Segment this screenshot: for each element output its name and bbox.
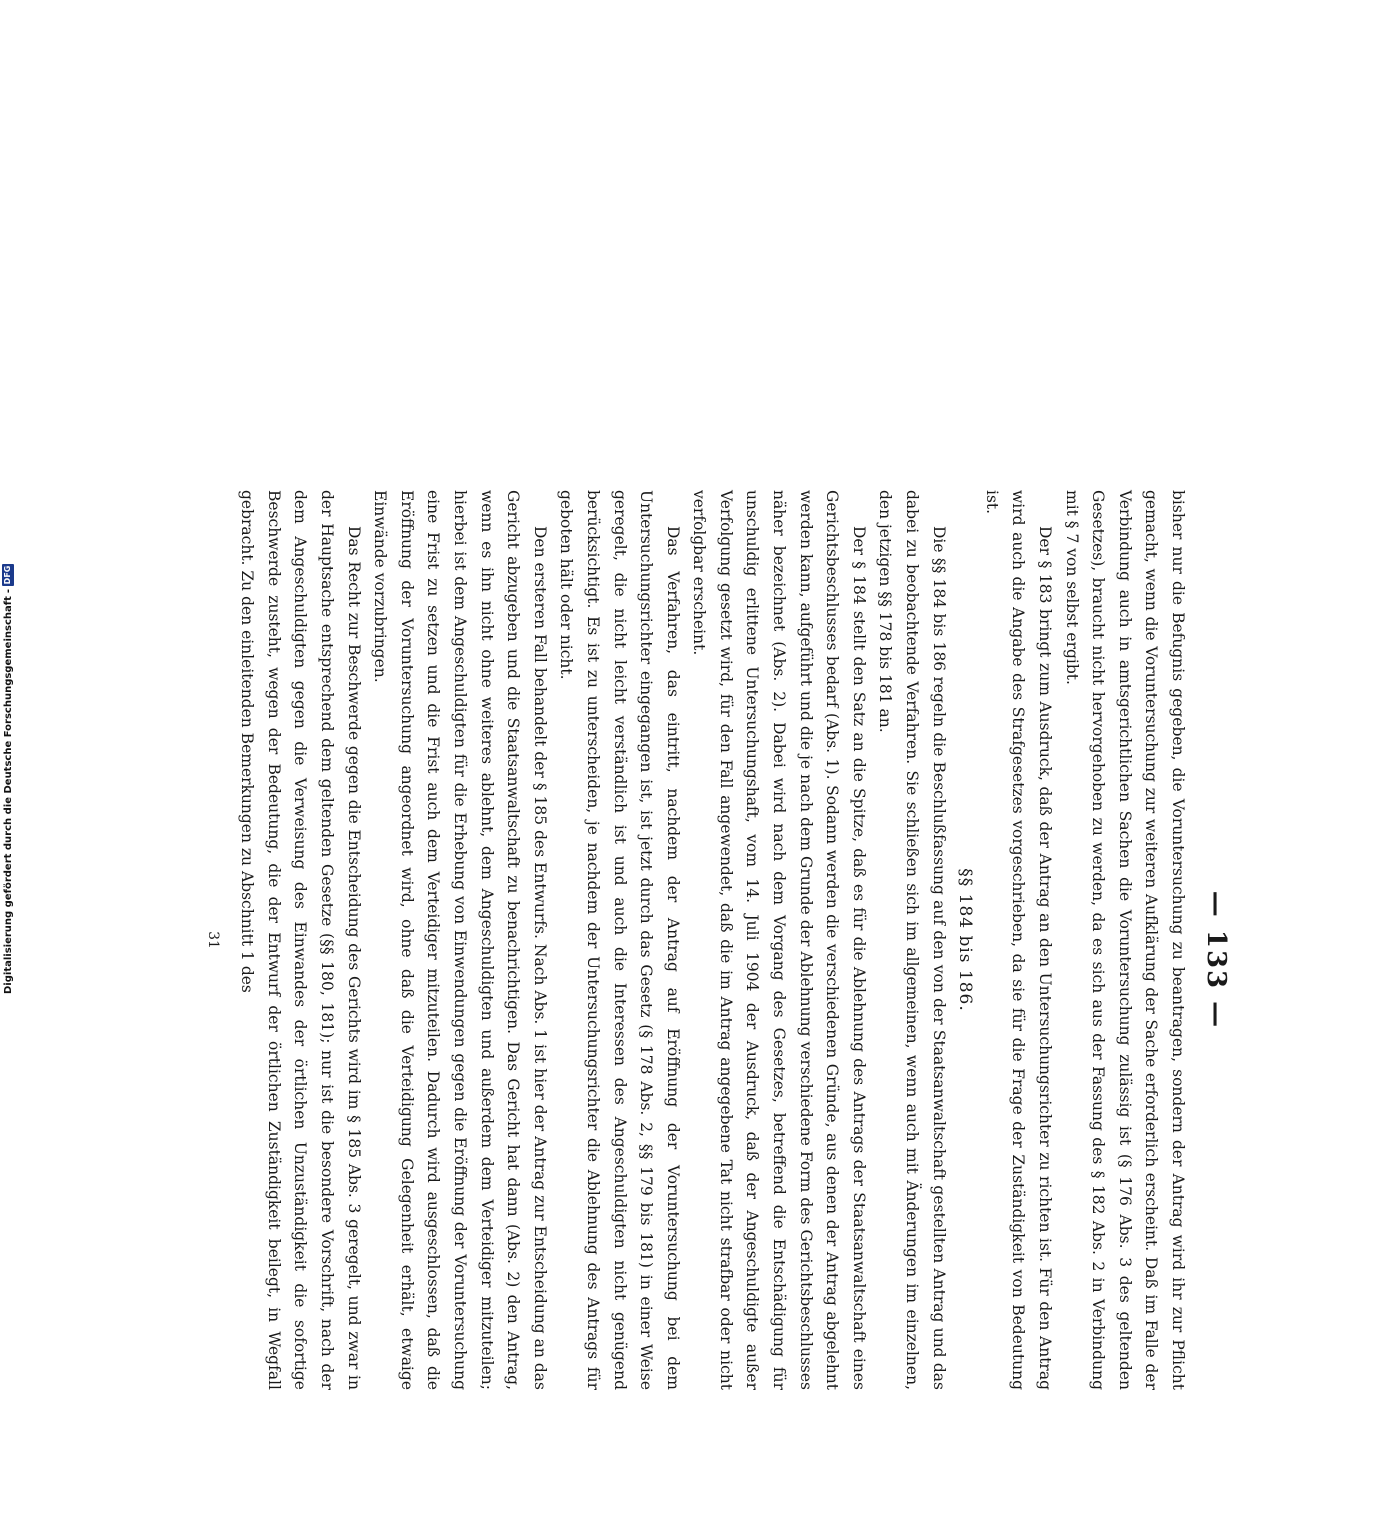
paragraph: Das Verfahren, das eintritt, nachdem der Antrag auf Eröffnung der Voruntersuchung bei dem Untersuchungsrichter eingegangen ist, ist jetzt durch das Gesetz (§ 178 Abs. 2, §§ 179 bis 181) in einer Weise geregelt, die nicht leicht verständlich ist und auch die Interessen des Angeschuldigten nicht genügend berücksichtigt. Es ist zu unterscheiden, je nachdem der Untersuchungsrichter die Ablehnung des Antrags für geboten hält oder nicht. <box>557 490 682 1390</box>
page-body <box>234 490 1191 1390</box>
paragraph: Den ersteren Fall behandelt der § 185 des Entwurfs. Nach Abs. 1 ist hier der Antrag zur Entscheidung an das Gericht abzugeben und die Staatsanwaltschaft zu benachrichtigen. Das Gericht hat dann (Abs. 2) den Antrag, wenn es ihn nicht ohne weiteres ablehnt, dem Angeschuldigten und außerdem dem Verteidiger mitzuteilen; hierbei ist dem Angeschuldigten für die Erhebung von Einwendungen gegen die Eröffnung der Voruntersuchung eine Frist zu setzen und die Frist auch dem Verteidiger mitzuteilen. Dadurch wird ausgeschlossen, daß die Eröffnung der Voruntersuchung angeordnet wird, ohne daß die Verteidigung Gelegenheit erhält, etwaige Einwände vorzubringen. <box>371 490 549 1390</box>
paragraph: Das Recht zur Beschwerde gegen die Entscheidung des Gerichts wird im § 185 Abs. 3 geregelt, und zwar in der Hauptsache entsprechend dem geltenden Gesetze (§§ 180, 181); nur ist die besondere Vorschrift, nach der dem Angeschuldigten gegen die Verweisung des Einwandes der örtlichen Unzuständigkeit die sofortige Beschwerde zusteht, wegen der Bedeutung, die der Entwurf der örtlichen Zuständigkeit beilegt, in Wegfall gebracht. Zu den einleitenden Bemerkungen zu Abschnitt 1 des <box>238 490 363 1390</box>
page-sheet <box>151 460 1231 1420</box>
funding-caption: Digitalisierung gefördert durch die Deutsche Forschungsgemeinschaft - DFG <box>2 565 14 994</box>
paragraph: Der § 183 bringt zum Ausdruck, daß der Antrag an den Untersuchungsrichter zu richten ist. Für den Antrag wird auch die Angabe des Strafgesetzes vorgeschrieben, da sie für die Frage der Zuständigkeit von Bedeutung ist. <box>982 490 1055 1390</box>
page-number: — 133 — <box>1201 890 1231 1030</box>
funding-caption-text: Digitalisierung gefördert durch die Deutsche Forschungsgemeinschaft <box>2 596 14 994</box>
paragraph: Die §§ 184 bis 186 regeln die Beschlußfassung auf den von der Staatsanwaltschaft gestellten Antrag und das dabei zu beobachtende Verfahren. Sie schließen sich im allgemeinen, wenn auch mit Änderungen im einzelnen, den jetzigen §§ 178 bis 181 an. <box>876 490 948 1390</box>
paragraph: bisher nur die Befugnis gegeben, die Voruntersuchung zu beantragen, sondern der Antrag wird ihr zur Pflicht gemacht, wenn die Voruntersuchung zur weiteren Aufklärung der Sache erforderlich erscheint. Daß im Falle der Verbindung auch in amtsgerichtlichen Sachen die Voruntersuchung zulässig ist (§ 176 Abs. 3 des geltenden Gesetzes), braucht nicht hervorgehoben zu werden, da es sich aus der Fassung des § 182 Abs. 2 in Verbindung mit § 7 von selbst ergibt. <box>1062 490 1187 1390</box>
paragraph: Der § 184 stellt den Satz an die Spitze, daß es für die Ablehnung des Antrags der Staatsanwaltschaft eines Gerichtsbeschlusses bedarf (Abs. 1). Sodann werden die verschiedenen Gründe, aus denen der Antrag abgelehnt werden kann, aufgeführt und die je nach dem Grunde der Ablehnung verschiedene Form des Gerichtsbeschlusses näher bezeichnet (Abs. 2). Dabei wird nach dem Vorgang des Gesetzes, betreffend die Entschädigung für unschuldig erlittene Untersuchungshaft, vom 14. Juli 1904 der Ausdruck, daß der Angeschuldigte außer Verfolgung gesetzt wird, für den Fall angewendet, daß die im Antrag angegebene Tat nicht strafbar oder nicht verfolgbar erscheint. <box>690 490 868 1390</box>
signature-mark: 31 <box>205 931 221 949</box>
dfg-logo-icon: DFG <box>3 565 12 585</box>
section-heading: §§ 184 bis 186. <box>955 868 976 1012</box>
scanned-page <box>151 460 1231 1540</box>
